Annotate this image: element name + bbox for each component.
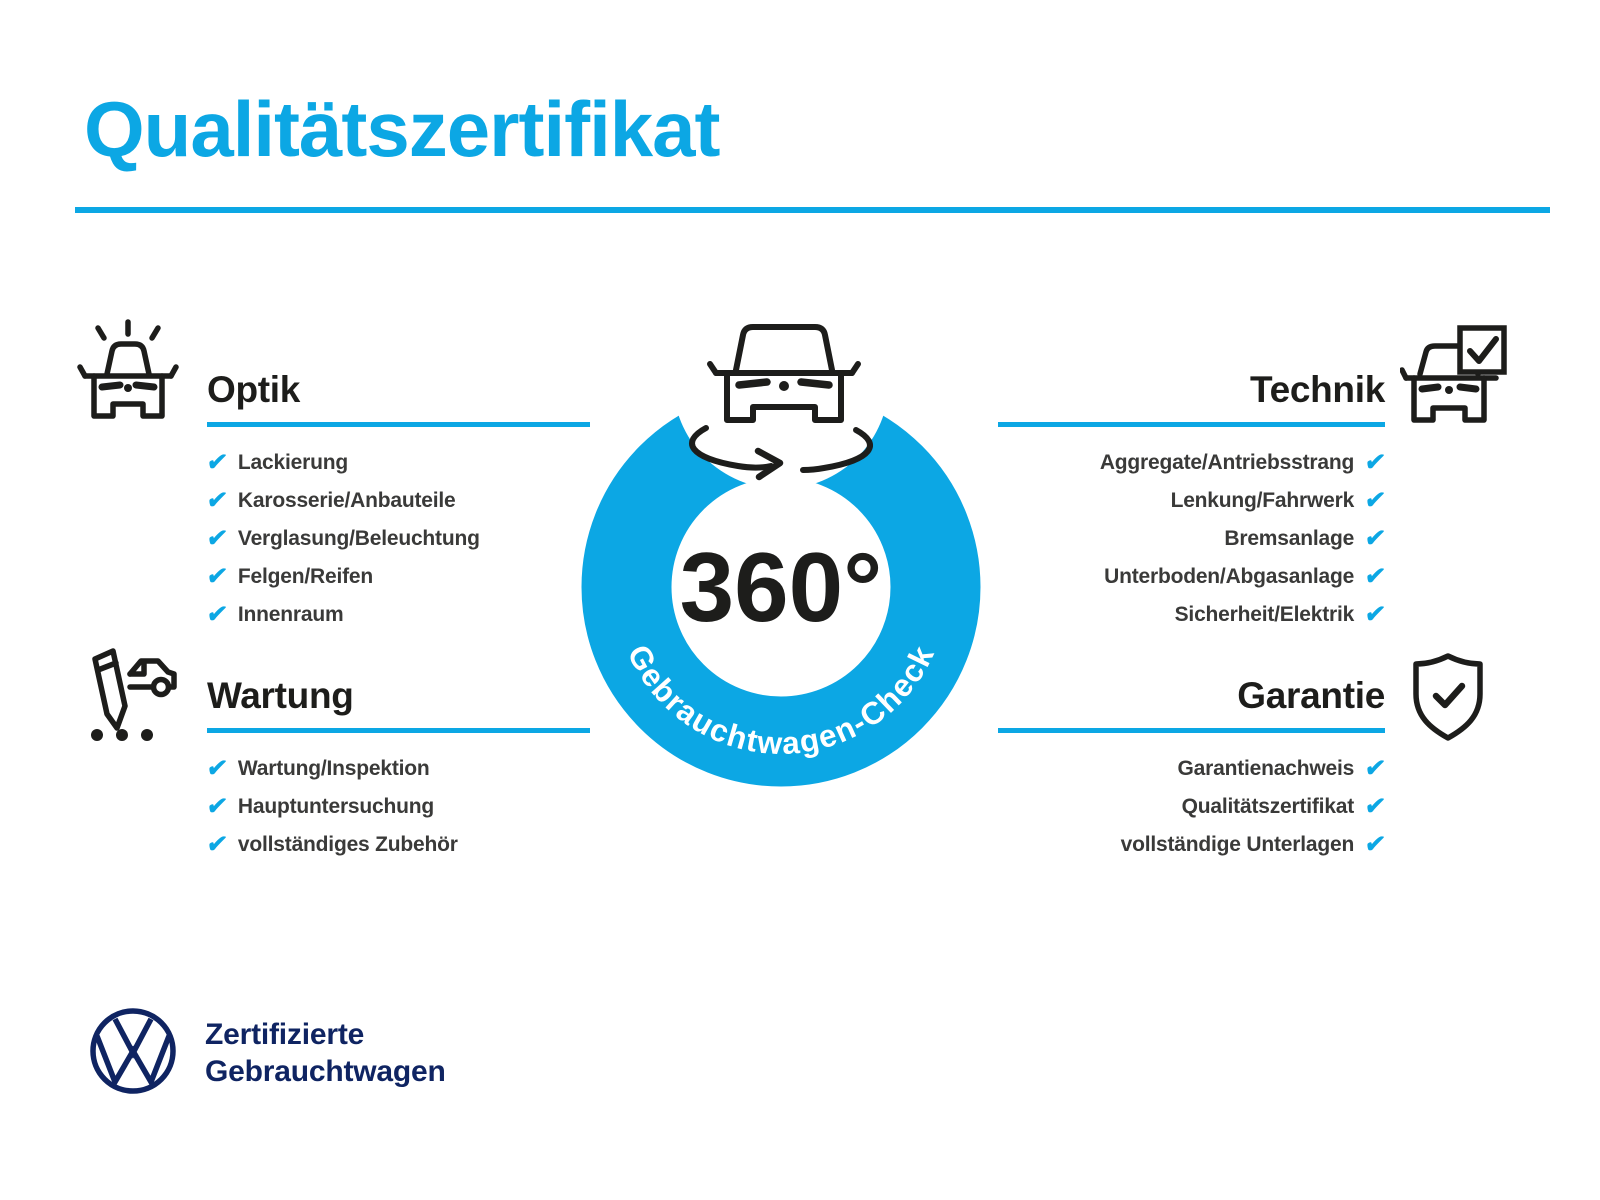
check-icon: ✔ [1363,793,1387,820]
car-checkbox-icon [1400,324,1508,426]
check-icon: ✔ [205,449,229,476]
check-item-label: Lackierung [237,451,348,474]
check-icon: ✔ [205,831,229,858]
check-icon: ✔ [1363,601,1387,628]
check-item-label: Bremsanlage [1224,527,1355,550]
badge-360-check [572,296,992,796]
section-garantie-divider [998,728,1385,733]
check-icon: ✔ [1363,831,1387,858]
check-item-label: vollständiges Zubehör [237,833,458,856]
service-checklist-icon [82,640,182,744]
check-item [998,558,1385,596]
footer-brand-line2: Gebrauchtwagen [205,1055,446,1088]
check-icon: ✔ [205,525,229,552]
footer-brand-line1: Zertifizierte [205,1018,365,1051]
check-item-label: Lenkung/Fahrwerk [1170,489,1355,512]
check-item [998,596,1385,634]
section-garantie-title: Garantie [1237,675,1385,716]
check-icon: ✔ [205,793,229,820]
check-icon: ✔ [205,487,229,514]
check-item [998,444,1385,482]
check-item-label: Qualitätszertifikat [1181,795,1355,818]
section-wartung-title: Wartung [207,675,354,716]
check-item-label: Karosserie/Anbauteile [237,489,456,512]
shining-car-icon [76,316,180,424]
check-item [998,826,1385,864]
section-optik [207,369,590,634]
section-optik-list [207,444,590,634]
check-item [998,788,1385,826]
check-item [207,596,590,634]
check-icon: ✔ [1363,563,1387,590]
section-optik-title: Optik [207,369,301,410]
check-item [998,482,1385,520]
section-garantie-list [998,750,1385,864]
check-icon: ✔ [1363,487,1387,514]
section-wartung [207,675,590,864]
check-item [207,482,590,520]
footer-brand [205,1016,446,1090]
title-divider [75,207,1550,213]
vw-logo [88,1006,178,1096]
check-item-label: vollständige Unterlagen [1120,833,1355,856]
check-item [207,826,590,864]
check-item [207,750,590,788]
section-technik-title: Technik [1250,369,1385,410]
check-item [207,444,590,482]
check-item-label: Sicherheit/Elektrik [1174,603,1355,626]
check-item [207,788,590,826]
shield-check-icon [1408,650,1488,742]
check-icon: ✔ [205,755,229,782]
section-technik [998,369,1385,634]
check-icon: ✔ [1363,525,1387,552]
badge-degree-label: 360° [679,532,883,642]
section-wartung-divider [207,728,590,733]
check-item-label: Verglasung/Beleuchtung [237,527,480,550]
section-technik-list [998,444,1385,634]
badge-ring-label: Gebrauchtwagen-Check [620,638,942,762]
check-icon: ✔ [205,563,229,590]
check-item-label: Garantienachweis [1177,757,1355,780]
check-item [998,750,1385,788]
section-technik-divider [998,422,1385,427]
check-item-label: Innenraum [237,603,344,626]
check-item-label: Aggregate/Antriebsstrang [1099,451,1355,474]
check-item [207,558,590,596]
page-title: Qualitätszertifikat [84,85,720,173]
check-item [998,520,1385,558]
section-wartung-list [207,750,590,864]
section-garantie [998,675,1385,864]
check-item-label: Wartung/Inspektion [237,757,430,780]
check-item-label: Felgen/Reifen [237,565,374,588]
check-item-label: Hauptuntersuchung [237,795,435,818]
check-icon: ✔ [1363,755,1387,782]
check-icon: ✔ [1363,449,1387,476]
check-item [207,520,590,558]
check-item-label: Unterboden/Abgasanlage [1104,565,1355,588]
check-icon: ✔ [205,601,229,628]
section-optik-divider [207,422,590,427]
